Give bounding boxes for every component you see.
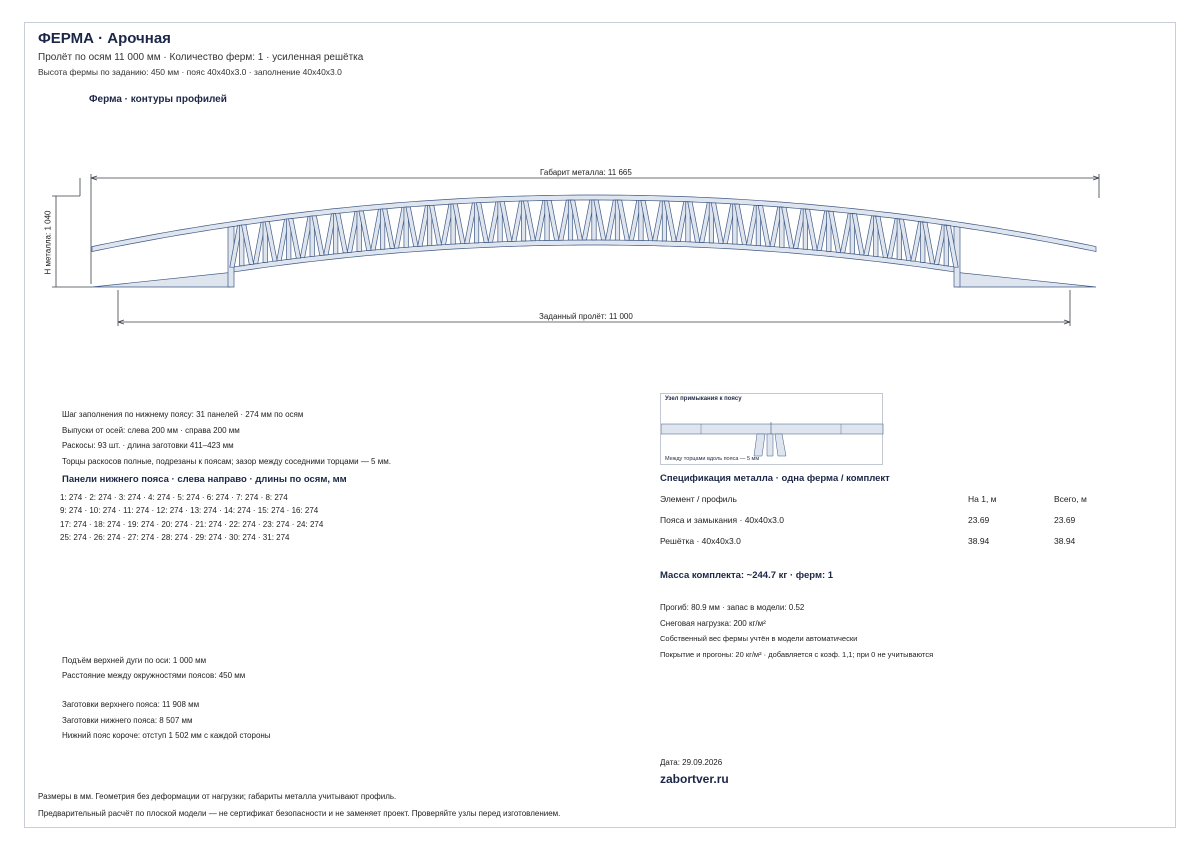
diagonals: Раскосы: 93 шт. · длина заготовки 411–423 мм	[62, 441, 234, 450]
footer-note-2: Предварительный расчёт по плоской модели — не сертификат безопасности и не заменяет проект. Проверяйте узлы перед изготовлением.	[38, 809, 561, 818]
spec-col-total: Всего, м	[1054, 493, 1087, 504]
panel-row: 9: 274 · 10: 274 · 11: 274 · 12: 274 · 13: 274 · 14: 274 · 15: 274 · 16: 274	[60, 506, 319, 516]
kit-mass: Масса комплекта: ~244.7 кг · ферм: 1	[660, 570, 834, 581]
spec-col-element: Элемент / профиль	[660, 493, 737, 504]
joint-detail-title: Узел примыкания к поясу	[665, 396, 742, 402]
panel-row: 1: 274 · 2: 274 · 3: 274 · 4: 274 · 5: 274 · 6: 274 · 7: 274 · 8: 274	[60, 493, 288, 502]
right-closure	[958, 272, 1096, 287]
span-dimension-label: Заданный пролёт: 11 000	[539, 312, 633, 321]
spec-col-per-one: На 1, м	[968, 493, 997, 504]
spec-cell: Пояса и замыкания · 40x40x3.0	[660, 514, 784, 525]
overall-dimension-label: Габарит металла: 11 665	[540, 168, 632, 177]
infill-step: Шаг заполнения по нижнему поясу: 31 панелей · 274 мм по осям	[62, 410, 304, 419]
roofing-load: Покрытие и прогоны: 20 кг/м² · добавляется с коэф. 1,1; при 0 не учитываются	[660, 650, 934, 659]
spec-header-row	[660, 488, 1087, 509]
bottom-chord-blank: Заготовки нижнего пояса: 8 507 мм	[62, 716, 193, 725]
diagonal-ends: Торцы раскосов полные, подрезаны к поясам; зазор между соседними торцами — 5 мм.	[62, 457, 391, 466]
drawing-section-title: Ферма · контуры профилей	[89, 94, 227, 105]
panels-list	[60, 491, 323, 544]
page-subtitle: Пролёт по осям 11 000 мм · Количество ферм: 1 · усиленная решётка	[38, 52, 364, 63]
date: Дата: 29.09.2026	[660, 758, 723, 767]
joint-detail-note: Между торцами вдоль пояса — 5 мм	[665, 456, 760, 462]
spec-cell: Решётка · 40x40x3.0	[660, 535, 741, 546]
spec-cell: 23.69	[968, 514, 990, 525]
snow-load: Снеговая нагрузка: 200 кг/м²	[660, 619, 766, 628]
panel-row: 17: 274 · 18: 274 · 19: 274 · 20: 274 · 21: 274 · 22: 274 · 23: 274 · 24: 274	[60, 519, 324, 529]
footer-note-1: Размеры в мм. Геометрия без деформации от нагрузки; габариты металла учитывают профиль.	[38, 792, 397, 801]
deflection: Прогиб: 80.9 мм · запас в модели: 0.52	[660, 603, 805, 612]
spec-title: Спецификация металла · одна ферма / комплект	[660, 473, 890, 484]
left-closure	[92, 272, 230, 287]
brand-link[interactable]: zabortver.ru	[660, 772, 729, 786]
truss-outline	[92, 195, 1096, 287]
arch-rise: Подъём верхней дуги по оси: 1 000 мм	[62, 656, 207, 665]
spec-cell: 38.94	[1054, 535, 1076, 546]
self-weight: Собственный вес фермы учтён в модели автоматически	[660, 634, 858, 643]
joint-detail	[660, 393, 883, 465]
bottom-chord	[230, 240, 958, 273]
spec-table	[660, 488, 1087, 551]
top-chord-blank: Заготовки верхнего пояса: 11 908 мм	[62, 700, 200, 709]
table-row	[660, 509, 1087, 530]
bottom-chord-offset: Нижний пояс короче: отступ 1 502 мм с каждой стороны	[62, 731, 271, 740]
table-row	[660, 530, 1087, 551]
spec-cell: 23.69	[1054, 514, 1076, 525]
height-dimension	[52, 178, 92, 287]
overhangs: Выпуски от осей: слева 200 мм · справа 200 мм	[62, 426, 240, 435]
spec-cell: 38.94	[968, 535, 990, 546]
height-dimension-label: Н металла: 1 040	[43, 210, 53, 275]
chord-distance: Расстояние между окружностями поясов: 450 мм	[62, 671, 246, 680]
page-title: ФЕРМА · Арочная	[38, 30, 171, 47]
panels-title: Панели нижнего пояса · слева направо · длины по осям, мм	[62, 474, 347, 485]
panel-row: 25: 274 · 26: 274 · 27: 274 · 28: 274 · 29: 274 · 30: 274 · 31: 274	[60, 532, 290, 542]
page-subtitle-2: Высота фермы по заданию: 450 мм · пояс 40x40x3.0 · заполнение 40x40x3.0	[38, 67, 342, 77]
